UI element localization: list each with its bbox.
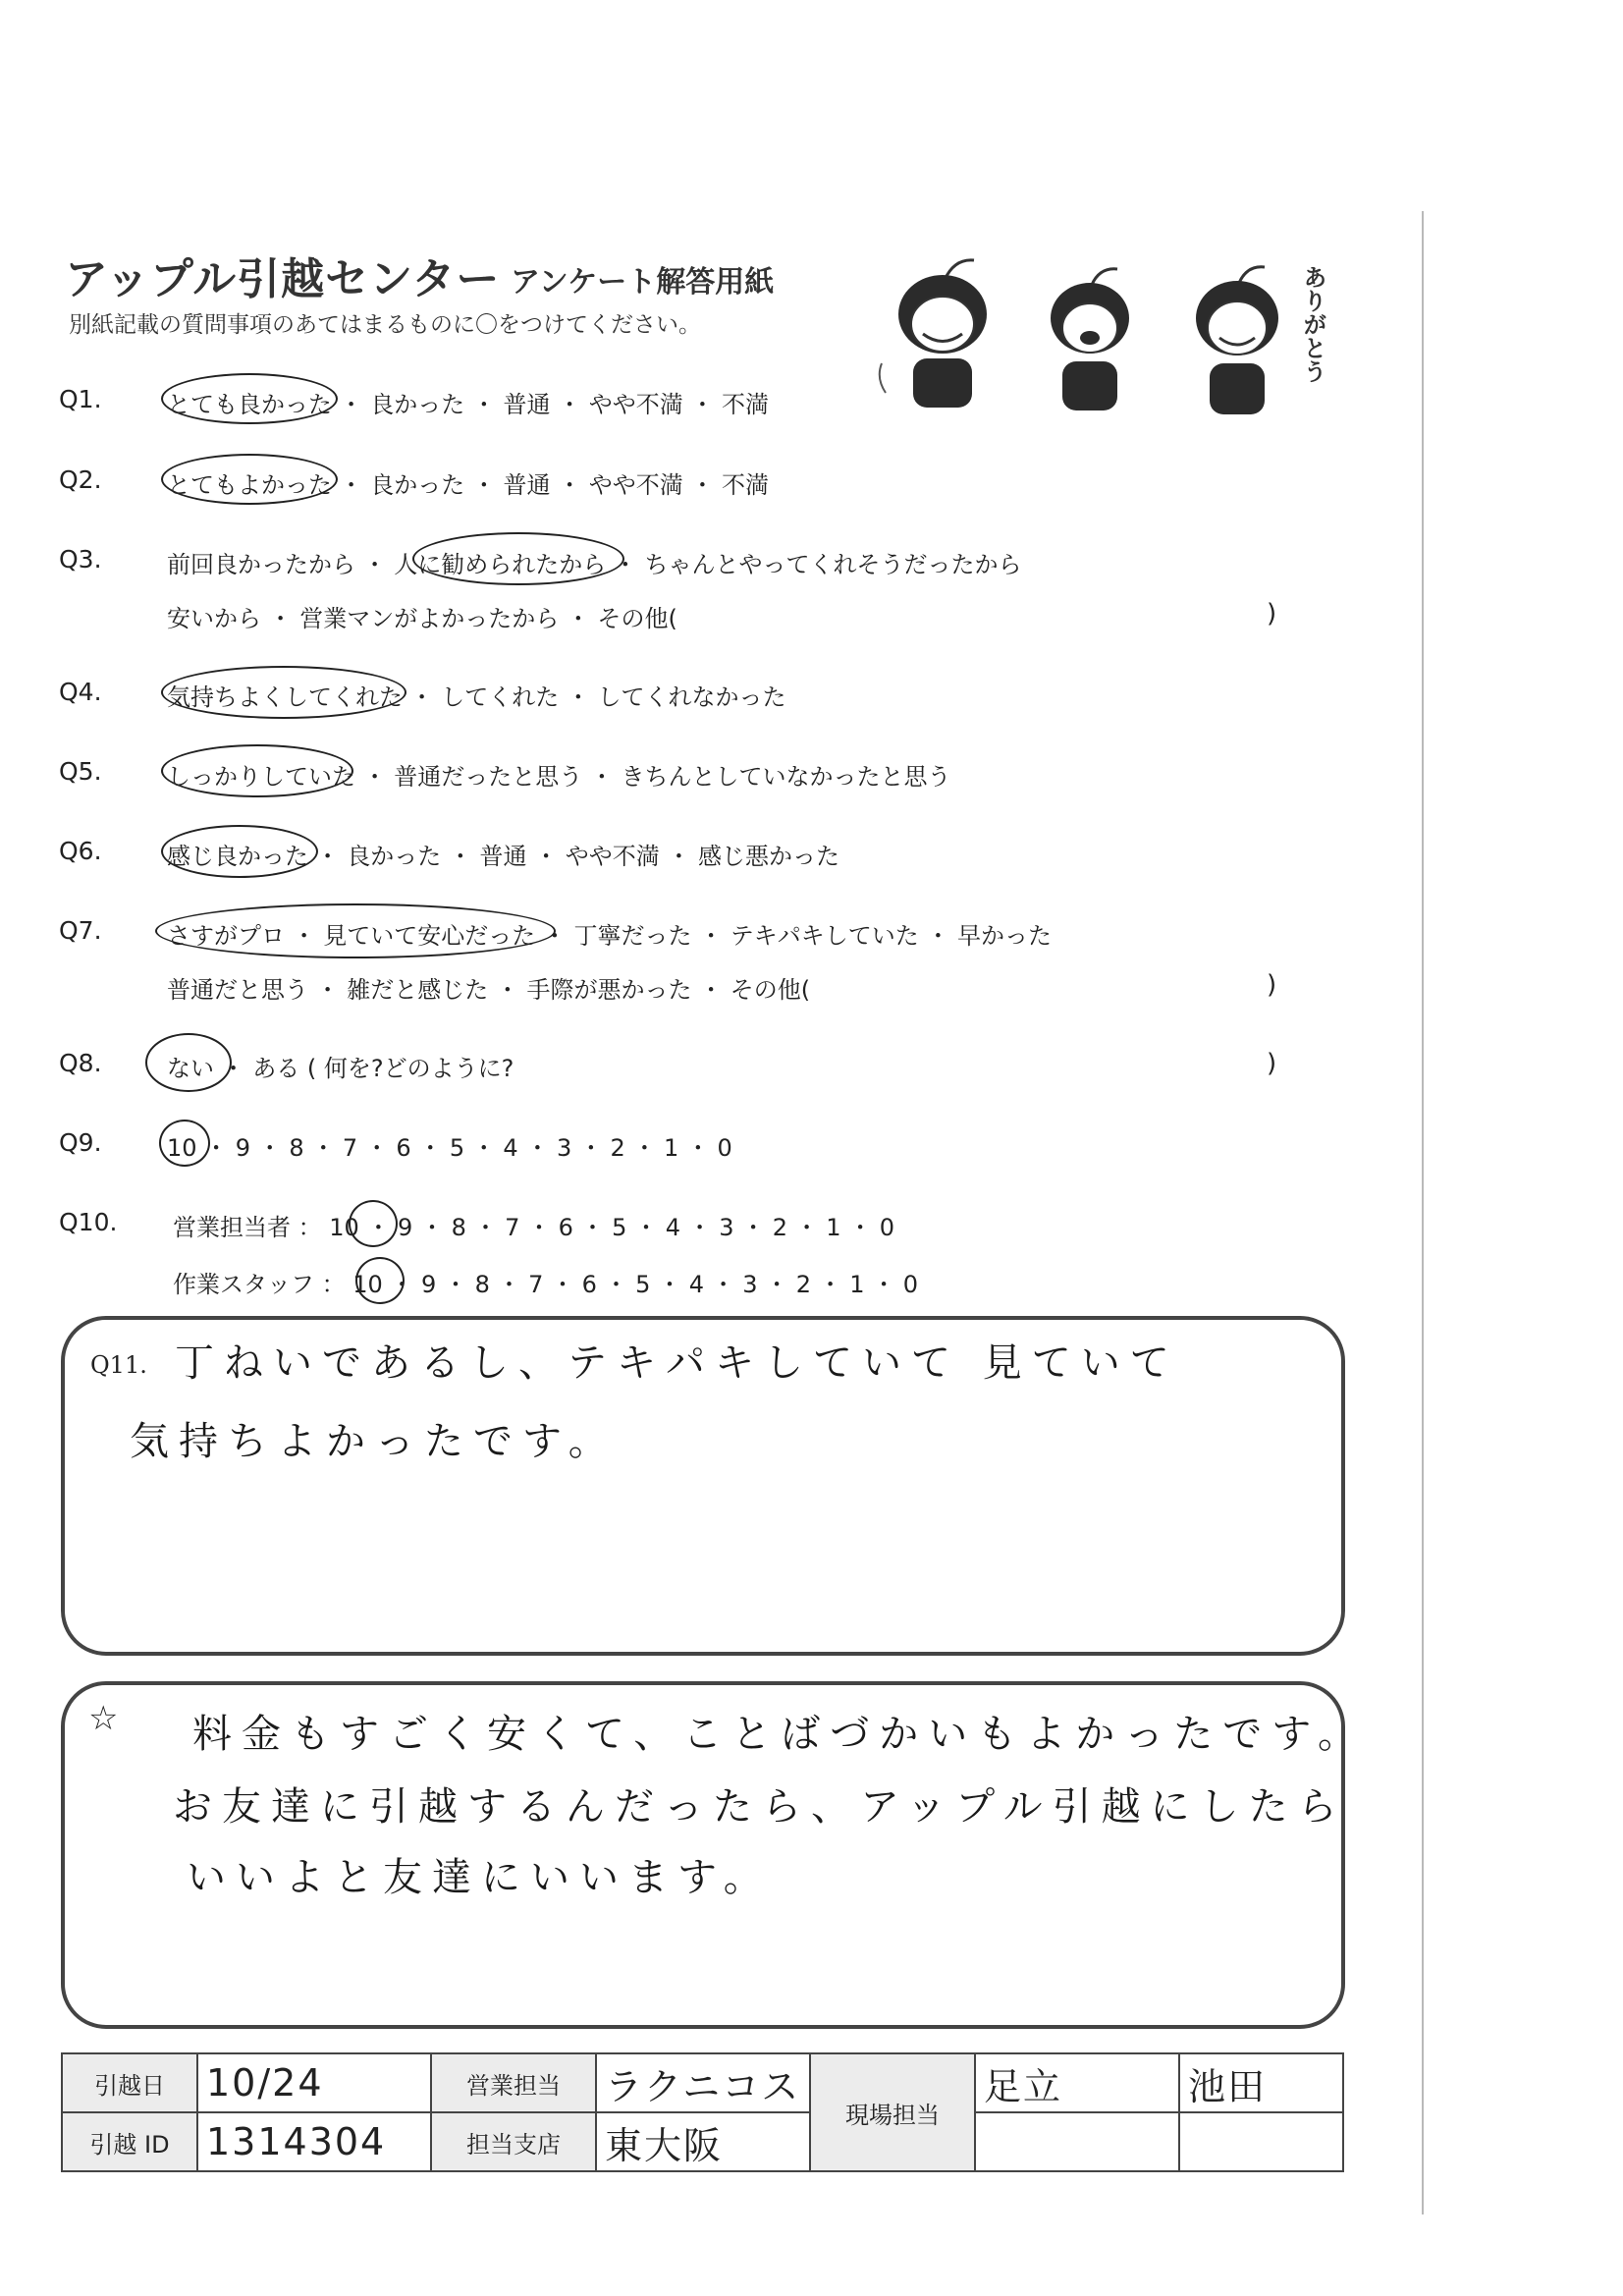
q3-answer-circle: [412, 532, 624, 585]
q5-label: Q5.: [59, 757, 102, 786]
q8-label: Q8.: [59, 1049, 102, 1077]
page-edge-line: [1422, 211, 1424, 2214]
q10-staff-answer-circle: [355, 1257, 405, 1304]
sales-rep-value: ラクニコス: [596, 2053, 810, 2112]
q9-label: Q9.: [59, 1128, 102, 1157]
q10-sales-scale: 営業担当者 ： 10 ・ 9 ・ 8 ・ 7 ・ 6 ・ 5 ・ 4 ・ 3 ・ 2 ・ 1 ・ 0: [173, 1214, 895, 1241]
move-date-value: 10/24: [197, 2053, 431, 2112]
q11-handwriting-line1: 丁ねいであるし、テキパキしていて 見ていて: [175, 1340, 1179, 1386]
q9-scale: 10 ・ 9 ・ 8 ・ 7 ・ 6 ・ 5 ・ 4 ・ 3 ・ 2 ・ 1 ・ 0: [167, 1134, 732, 1162]
thanks-text: ありがとう: [1299, 265, 1326, 383]
q11-label: Q11.: [90, 1351, 147, 1379]
q2-options: とてもよかった ・ 良かった ・ 普通 ・ やや不満 ・ 不満: [167, 471, 770, 499]
q10-label: Q10.: [59, 1208, 118, 1236]
form-subtitle: アンケート解答用紙: [511, 265, 775, 300]
q8-close-paren: ): [1267, 1049, 1277, 1078]
q6-label: Q6.: [59, 837, 102, 865]
q10-staff-scale: 作業スタッフ ： 10 ・ 9 ・ 8 ・ 7 ・ 6 ・ 5 ・ 4 ・ 3 ・ 2 ・ 1 ・ 0: [173, 1271, 919, 1298]
mascot-monkey-icon: [1178, 257, 1296, 424]
move-date-label: 引越日: [62, 2053, 197, 2112]
q7-options-line2: 普通だと思う ・ 雑だと感じた ・ 手際が悪かった ・ その他(: [167, 976, 811, 1004]
instruction-text: 別紙記載の質問事項のあてはまるものに〇をつけてください。: [69, 312, 701, 338]
q9-answer-circle: [159, 1120, 210, 1167]
q2-label: Q2.: [59, 465, 102, 494]
site-staff-empty-1: [975, 2112, 1179, 2171]
q6-options: 感じ良かった ・ 良かった ・ 普通 ・ やや不満 ・ 感じ悪かった: [167, 843, 840, 870]
move-id-value: 1314304: [197, 2112, 431, 2171]
page-title: アップル引越センター: [65, 254, 501, 304]
q2-answer-circle: [161, 454, 338, 505]
free-comment-line2: お友達に引越するんだったら、アップル引越にしたら: [173, 1784, 1347, 1830]
q8-answer-circle: [145, 1033, 232, 1092]
q4-options: 気持ちよくしてくれた ・ してくれた ・ してくれなかった: [167, 683, 786, 711]
branch-value: 東大阪: [596, 2112, 810, 2171]
q6-answer-circle: [161, 825, 318, 878]
site-staff-label: 現場担当: [810, 2053, 975, 2171]
q5-options: しっかりしていた ・ 普通だったと思う ・ きちんとしていなかったと思う: [167, 763, 951, 791]
move-id-label: 引越 ID: [62, 2112, 197, 2171]
q7-close-paren: ): [1267, 970, 1277, 1000]
footer-info-table: [61, 2052, 1344, 2172]
q7-label: Q7.: [59, 916, 102, 945]
q11-handwriting-line2: 気持ちよかったです。: [130, 1419, 618, 1464]
branch-label: 担当支店: [431, 2112, 596, 2171]
q3-options-line2: 安いから ・ 営業マンがよかったから ・ その他(: [167, 605, 677, 632]
q4-answer-circle: [161, 666, 406, 719]
q1-options: とても良かった ・ 良かった ・ 普通 ・ やや不満 ・ 不満: [167, 391, 770, 418]
sales-rep-label: 営業担当: [431, 2053, 596, 2112]
q4-label: Q4.: [59, 678, 102, 706]
site-staff-empty-2: [1179, 2112, 1343, 2171]
mascot-monkey-icon: [874, 250, 1011, 422]
q7-answer-circle: [155, 903, 556, 958]
q3-close-paren: ): [1267, 599, 1277, 629]
star-icon: ☆: [88, 1699, 119, 1738]
q1-answer-circle: [161, 373, 338, 424]
q3-options-line1: 前回良かったから ・ 人に勧められたから ・ ちゃんとやってくれそうだったから: [167, 551, 1022, 578]
q5-answer-circle: [161, 744, 353, 797]
q8-options: ない ・ ある ( 何を?どのように?: [167, 1055, 514, 1082]
site-staff-1: 足立: [975, 2053, 1179, 2112]
q1-label: Q1.: [59, 385, 102, 413]
free-comment-line1: 料金もすごく安くて、ことばづかいもよかったです。: [192, 1712, 1367, 1757]
q3-label: Q3.: [59, 545, 102, 574]
q7-options-line1: さすがプロ ・ 見ていて安心だった ・ 丁寧だった ・ テキパキしていた ・ 早かった: [167, 922, 1053, 950]
site-staff-2: 池田: [1179, 2053, 1343, 2112]
q10-sales-answer-circle: [349, 1200, 398, 1247]
free-comment-line3: いいよと友達にいいます。: [187, 1855, 773, 1900]
mascot-monkey-icon: [1031, 257, 1149, 424]
